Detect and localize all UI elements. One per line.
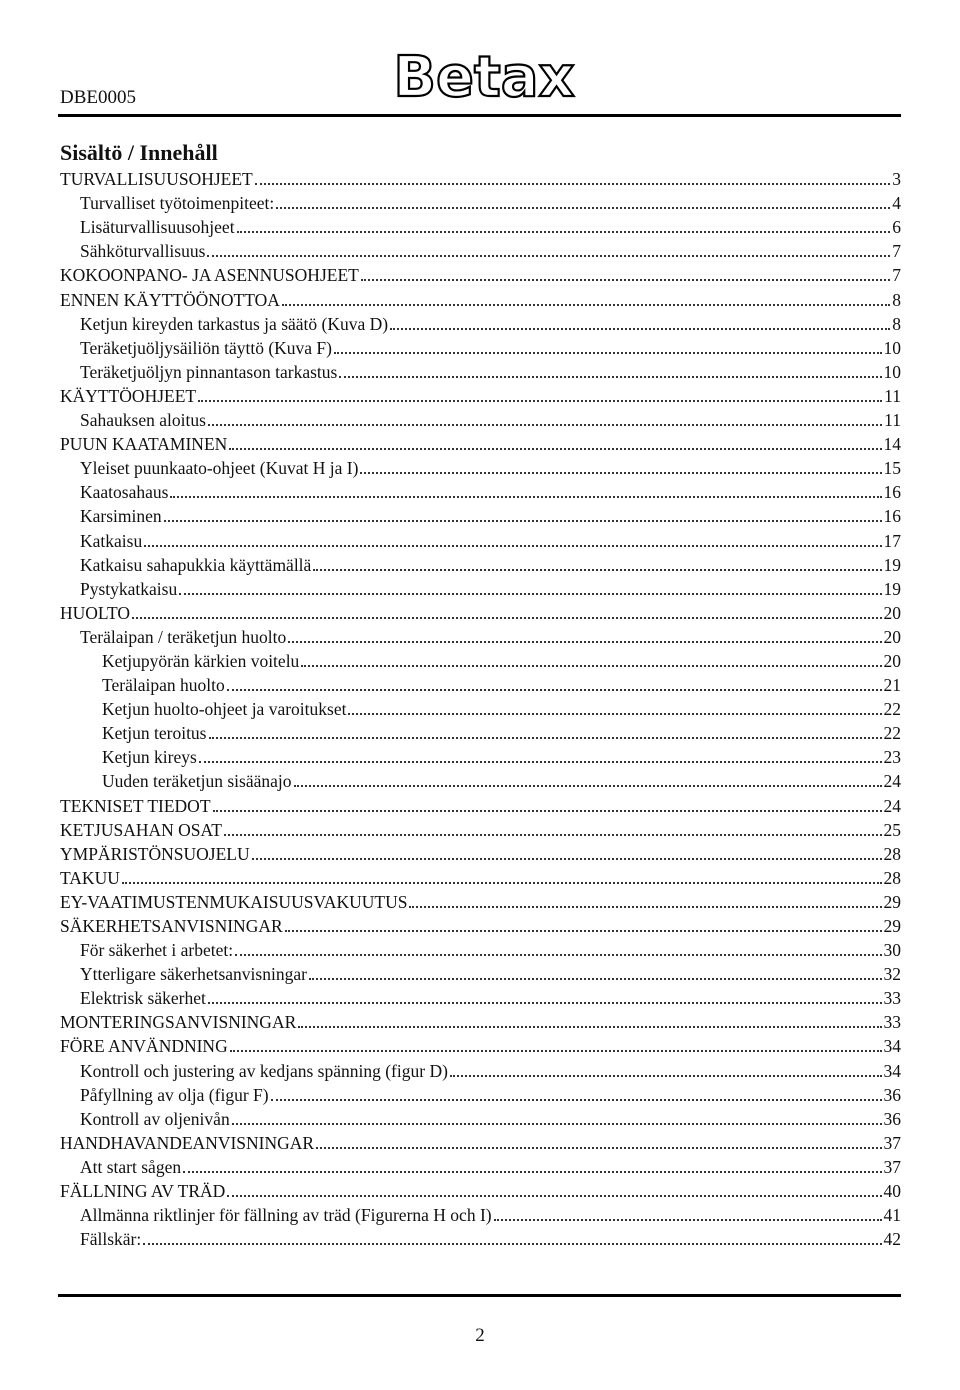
toc-entry-title: Yleiset puunkaato-ohjeet (Kuvat H ja I) — [80, 458, 359, 479]
toc-entry-page: 42 — [883, 1229, 901, 1250]
toc-entry[interactable] — [60, 577, 901, 601]
toc-dot-leader — [164, 520, 882, 522]
toc-entry[interactable] — [60, 1179, 901, 1203]
toc-dot-leader — [252, 858, 882, 860]
toc-dot-leader — [298, 1026, 881, 1028]
toc-entry[interactable] — [60, 1107, 901, 1131]
toc-entry-page: 24 — [883, 771, 901, 792]
toc-dot-leader — [348, 713, 881, 715]
toc-dot-leader — [199, 761, 882, 763]
toc-entry[interactable] — [60, 986, 901, 1010]
toc-entry[interactable] — [60, 1203, 901, 1227]
toc-entry[interactable] — [60, 384, 901, 408]
toc-entry-title: Elektrisk säkerhet — [80, 988, 206, 1009]
toc-entry-page: 11 — [884, 385, 901, 406]
toc-entry[interactable] — [60, 191, 901, 215]
toc-entry-page: 20 — [883, 650, 901, 671]
toc-dot-leader — [144, 545, 881, 547]
toc-entry-title: Ketjun huolto-ohjeet ja varoitukset — [102, 699, 347, 720]
toc-entry-page: 3 — [892, 169, 901, 190]
toc-entry-title: Turvalliset työtoimenpiteet: — [80, 193, 275, 214]
toc-entry-page: 28 — [883, 867, 901, 888]
toc-entry[interactable] — [60, 1155, 901, 1179]
toc-entry[interactable] — [60, 287, 901, 311]
toc-entry-title: EY-VAATIMUSTENMUKAISUUSVAKUUTUS — [60, 891, 408, 912]
toc-entry[interactable] — [60, 360, 901, 384]
toc-entry-title: Katkaisu sahapukkia käyttämällä — [80, 554, 312, 575]
toc-entry-title: Ytterligare säkerhetsanvisningar — [80, 964, 307, 985]
toc-entry-page: 36 — [883, 1084, 901, 1105]
page-number: 2 — [475, 1325, 485, 1346]
toc-entry[interactable] — [60, 480, 901, 504]
toc-dot-leader — [255, 183, 891, 185]
toc-entry-title: Påfyllning av olja (figur F) — [80, 1084, 269, 1105]
toc-entry[interactable] — [60, 625, 901, 649]
toc-dot-leader — [360, 472, 881, 474]
toc-dot-leader — [285, 930, 882, 932]
toc-entry[interactable] — [60, 263, 901, 287]
toc-entry[interactable] — [60, 890, 901, 914]
toc-entry[interactable] — [60, 312, 901, 336]
toc-entry-page: 29 — [883, 891, 901, 912]
toc-entry-page: 19 — [883, 554, 901, 575]
toc-entry[interactable] — [60, 914, 901, 938]
toc-entry-title: Uuden teräketjun sisäänajo — [102, 771, 292, 792]
toc-dot-leader — [227, 689, 882, 691]
toc-entry[interactable] — [60, 842, 901, 866]
toc-entry-page: 34 — [883, 1060, 901, 1081]
toc-entry-page: 6 — [892, 217, 901, 238]
toc-dot-leader — [334, 352, 882, 354]
toc-entry-page: 36 — [883, 1108, 901, 1129]
toc-dot-leader — [207, 255, 890, 257]
toc-entry-title: Ketjun kireyden tarkastus ja säätö (Kuva D) — [80, 313, 389, 334]
toc-entry-title: För säkerhet i arbetet: — [80, 940, 234, 961]
toc-entry-title: Fällskär: — [80, 1229, 142, 1250]
toc-dot-leader — [209, 737, 882, 739]
toc-entry-title: Teräketjuöljyn pinnantason tarkastus — [80, 361, 338, 382]
toc-dot-leader — [301, 665, 881, 667]
toc-entry[interactable] — [60, 721, 901, 745]
toc-dot-leader — [288, 641, 881, 643]
toc-dot-leader — [232, 1123, 882, 1125]
toc-entry[interactable] — [60, 456, 901, 480]
toc-entry-title: Karsiminen — [80, 506, 162, 527]
toc-entry-title: TAKUU — [60, 867, 120, 888]
toc-entry[interactable] — [60, 336, 901, 360]
toc-entry-title: ENNEN KÄYTTÖÖNOTTOA — [60, 289, 280, 310]
toc-entry[interactable] — [60, 769, 901, 793]
toc-entry-title: TEKNISET TIEDOT — [60, 795, 211, 816]
toc-entry-title: Kontroll av oljenivån — [80, 1108, 230, 1129]
toc-entry[interactable] — [60, 793, 901, 817]
toc-entry-page: 7 — [892, 265, 901, 286]
betax-logo — [384, 44, 584, 106]
toc-entry-title: KETJUSAHAN OSAT — [60, 819, 222, 840]
toc-entry-page: 25 — [883, 819, 901, 840]
toc-entry[interactable] — [60, 697, 901, 721]
toc-entry-title: PUUN KAATAMINEN — [60, 434, 228, 455]
toc-dot-leader — [361, 279, 890, 281]
toc-entry[interactable] — [60, 745, 901, 769]
toc-dot-leader — [143, 1243, 881, 1245]
toc-dot-leader — [230, 1050, 882, 1052]
toc-entry-title: FÄLLNING AV TRÄD — [60, 1181, 226, 1202]
toc-dot-leader — [237, 231, 891, 233]
toc-dot-leader — [183, 1171, 881, 1173]
toc-entry-page: 29 — [883, 916, 901, 936]
toc-entry[interactable] — [60, 432, 901, 456]
svg-text:Betax: Betax — [393, 45, 575, 106]
toc-entry-title: Ketjun kireys — [102, 747, 197, 768]
toc-entry-page: 11 — [884, 410, 901, 431]
toc-dot-leader — [235, 954, 881, 956]
toc-dot-leader — [179, 593, 881, 595]
toc-dot-leader — [409, 906, 881, 908]
toc-dot-leader — [494, 1219, 882, 1221]
toc-dot-leader — [271, 1099, 882, 1101]
toc-entry-page: 41 — [883, 1205, 901, 1226]
toc-entry-title: Terälaipan / teräketjun huolto — [80, 626, 287, 647]
toc-dot-leader — [276, 207, 890, 209]
toc-entry-page: 28 — [883, 843, 901, 864]
toc-entry[interactable] — [60, 866, 901, 890]
toc-entry-page: 24 — [883, 795, 901, 816]
toc-entry[interactable] — [60, 1227, 901, 1251]
toc-entry-page: 37 — [883, 1132, 901, 1153]
toc-dot-leader — [132, 617, 881, 619]
toc-entry-page: 15 — [883, 458, 901, 479]
toc-entry-title: Sähköturvallisuus — [80, 241, 206, 262]
toc-entry-title: Ketjun teroitus — [102, 723, 207, 744]
toc-entry-title: Att start sågen — [80, 1156, 182, 1177]
toc-dot-leader — [339, 376, 881, 378]
header-rule — [58, 114, 901, 117]
toc-dot-leader — [198, 400, 882, 402]
toc-entry-title: Sahauksen aloitus — [80, 410, 206, 431]
toc-entry-title: Terälaipan huolto — [102, 675, 225, 696]
toc-entry[interactable] — [60, 1034, 901, 1058]
toc-entry[interactable] — [60, 504, 901, 528]
toc-entry-title: Kontroll och justering av kedjans spänning (figur D) — [80, 1060, 448, 1081]
toc-dot-leader — [229, 448, 881, 450]
toc-entry-page: 16 — [883, 506, 901, 527]
toc-entry-page: 33 — [883, 988, 901, 1009]
toc-entry-page: 21 — [883, 675, 901, 696]
toc-title: Sisältö / Innehåll — [60, 140, 218, 165]
toc-entry[interactable] — [60, 239, 901, 263]
toc-entry-title: Kaatosahaus — [80, 482, 169, 503]
toc-entry[interactable] — [60, 1010, 901, 1034]
toc-entry-title: SÄKERHETSANVISNINGAR — [60, 916, 283, 936]
toc-entry-title: Pystykatkaisu — [80, 578, 178, 599]
toc-entry[interactable] — [60, 673, 901, 697]
toc-dot-leader — [208, 1002, 882, 1004]
toc-dot-leader — [122, 882, 882, 884]
toc-dot-leader — [316, 1147, 881, 1149]
toc-dot-leader — [450, 1075, 882, 1077]
toc-entry-page: 22 — [883, 699, 901, 720]
doc-code: DBE0005 — [60, 87, 136, 108]
toc-entry-title: KOKOONPANO- JA ASENNUSOHJEET — [60, 265, 359, 286]
toc-entry-page: 40 — [883, 1181, 901, 1202]
toc-entry-title: HUOLTO — [60, 602, 131, 623]
toc-entry[interactable] — [60, 649, 901, 673]
toc-entry-title: Ketjupyörän kärkien voitelu — [102, 650, 300, 671]
toc-entry-page: 22 — [883, 723, 901, 744]
toc-dot-leader — [224, 834, 882, 836]
toc-entry-title: Teräketjuöljysäiliön täyttö (Kuva F) — [80, 337, 332, 358]
toc-entry-title: KÄYTTÖOHJEET — [60, 385, 197, 406]
toc-entry[interactable] — [60, 962, 901, 986]
toc-entry[interactable] — [60, 601, 901, 625]
toc-entry-page: 17 — [883, 530, 901, 551]
toc-dot-leader — [213, 810, 882, 812]
footer-rule — [58, 1294, 901, 1297]
toc-dot-leader — [170, 496, 881, 498]
toc-entry-page: 10 — [883, 337, 901, 358]
toc-dot-leader — [208, 424, 882, 426]
toc-entry-page: 19 — [883, 578, 901, 599]
toc-dot-leader — [390, 328, 890, 330]
toc-dot-leader — [309, 978, 882, 980]
toc-entry-page: 20 — [883, 626, 901, 647]
toc-entry[interactable] — [60, 938, 901, 962]
toc-entry-page: 16 — [883, 482, 901, 503]
toc-entry-page: 7 — [892, 241, 901, 262]
toc-entry-page: 8 — [892, 289, 901, 310]
toc-entry[interactable] — [60, 408, 901, 432]
toc-entry-page: 33 — [883, 1012, 901, 1033]
toc-entry[interactable] — [60, 1058, 901, 1082]
toc-entry-title: HANDHAVANDEANVISNINGAR — [60, 1132, 315, 1153]
toc-entry[interactable] — [60, 818, 901, 842]
toc-entry[interactable] — [60, 1083, 901, 1107]
toc-entry-page: 37 — [883, 1156, 901, 1177]
toc-dot-leader — [282, 304, 890, 306]
toc-entry-title: MONTERINGSANVISNINGAR — [60, 1012, 297, 1033]
toc-entry-title: TURVALLISUUSOHJEET — [60, 169, 253, 190]
toc-entry-page: 20 — [883, 602, 901, 623]
toc-entry-title: Lisäturvallisuusohjeet — [80, 217, 235, 238]
toc-entry[interactable] — [60, 215, 901, 239]
toc-entry-page: 34 — [883, 1036, 901, 1057]
toc-entry-page: 14 — [883, 434, 901, 455]
toc-entry[interactable] — [60, 553, 901, 577]
toc-entry-page: 23 — [883, 747, 901, 768]
toc-entry-page: 30 — [883, 940, 901, 961]
toc-entry[interactable] — [60, 528, 901, 552]
toc-list — [60, 167, 901, 1251]
toc-dot-leader — [227, 1195, 881, 1197]
toc-entry-title: Katkaisu — [80, 530, 143, 551]
toc-entry-title: YMPÄRISTÖNSUOJELU — [60, 843, 250, 864]
toc-dot-leader — [313, 569, 881, 571]
toc-entry-title: FÖRE ANVÄNDNING — [60, 1036, 228, 1057]
toc-entry-page: 4 — [892, 193, 901, 214]
toc-dot-leader — [294, 785, 882, 787]
toc-entry[interactable] — [60, 1131, 901, 1155]
toc-entry-title: Allmänna riktlinjer för fällning av träd (Figurerna H och I) — [80, 1205, 492, 1226]
toc-entry[interactable] — [60, 167, 901, 191]
toc-entry-page: 10 — [883, 361, 901, 382]
toc-entry-page: 32 — [883, 964, 901, 985]
toc-entry-page: 8 — [892, 313, 901, 334]
